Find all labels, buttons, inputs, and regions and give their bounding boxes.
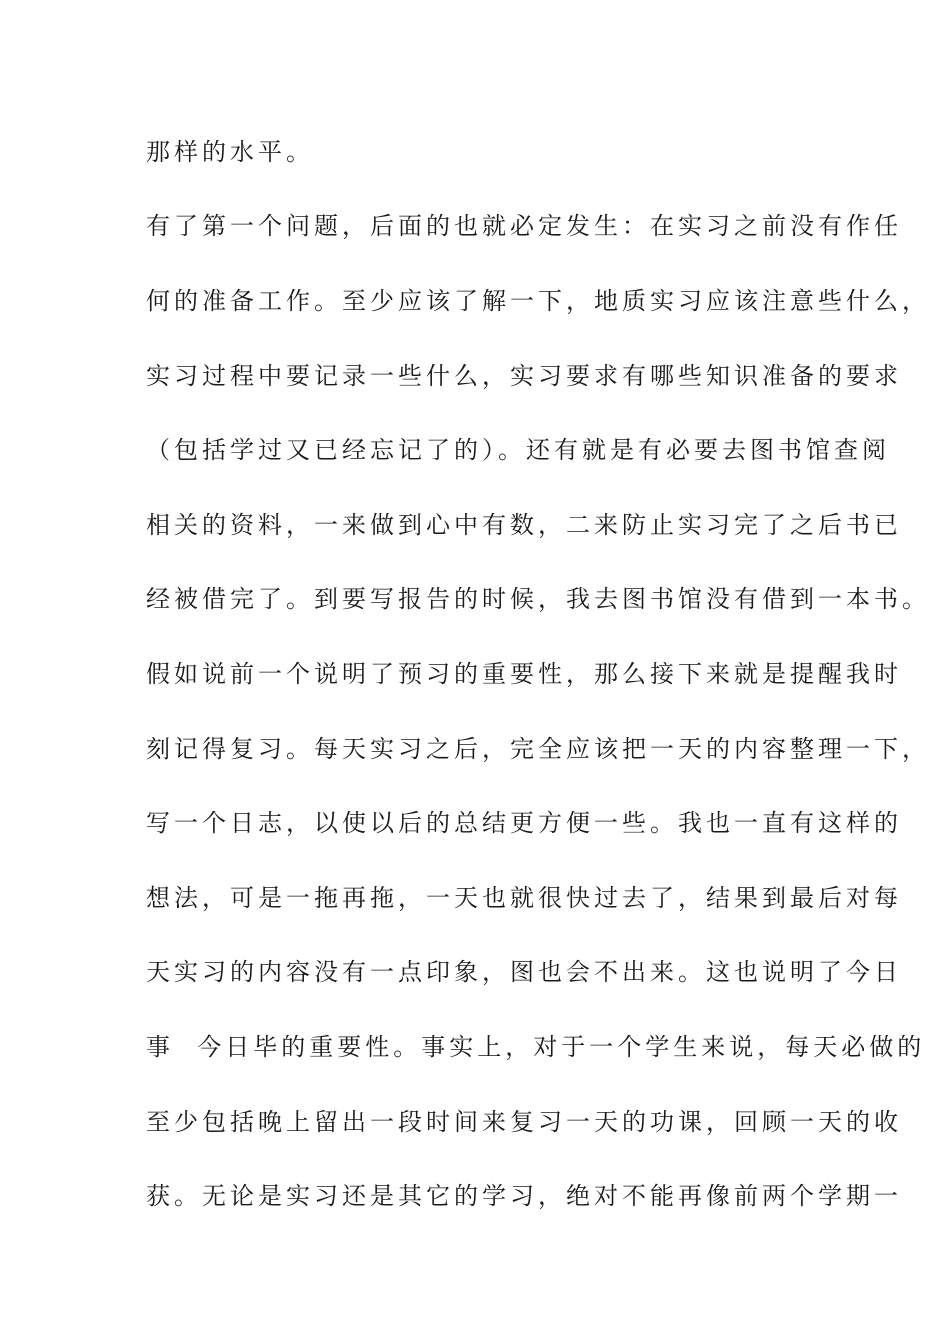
text-line: 天实习的内容没有一点印象，图也会不出来。这也说明了今日: [146, 958, 902, 986]
text-line: 写一个日志，以使以后的总结更方便一些。我也一直有这样的: [146, 809, 902, 837]
text-line: 实习过程中要记录一些什么，实习要求有哪些知识准备的要求: [146, 362, 902, 390]
text-line: 假如说前一个说明了预习的重要性，那么接下来就是提醒我时: [146, 660, 902, 688]
text-line: （包括学过又已经忘记了的）。还有就是有必要去图书馆查阅: [146, 436, 890, 464]
text-line: 有了第一个问题，后面的也就必定发生：在实习之前没有作任: [146, 212, 902, 240]
text-line: 想法，可是一拖再拖，一天也就很快过去了，结果到最后对每: [146, 884, 902, 912]
text-line: 事 今日毕的重要性。事实上，对于一个学生来说，每天必做的: [146, 1033, 926, 1061]
text-line: 何的准备工作。至少应该了解一下，地质实习应该注意些什么，: [146, 287, 930, 315]
text-line: 经被借完了。到要写报告的时候，我去图书馆没有借到一本书。: [146, 585, 930, 613]
text-line: 刻记得复习。每天实习之后，完全应该把一天的内容整理一下，: [146, 735, 930, 763]
text-line: 相关的资料，一来做到心中有数，二来防止实习完了之后书已: [146, 511, 902, 539]
text-line: 获。无论是实习还是其它的学习，绝对不能再像前两个学期一: [146, 1182, 902, 1210]
text-line: 至少包括晚上留出一段时间来复习一天的功课，回顾一天的收: [146, 1108, 902, 1136]
text-line: 那样的水平。: [146, 138, 314, 166]
